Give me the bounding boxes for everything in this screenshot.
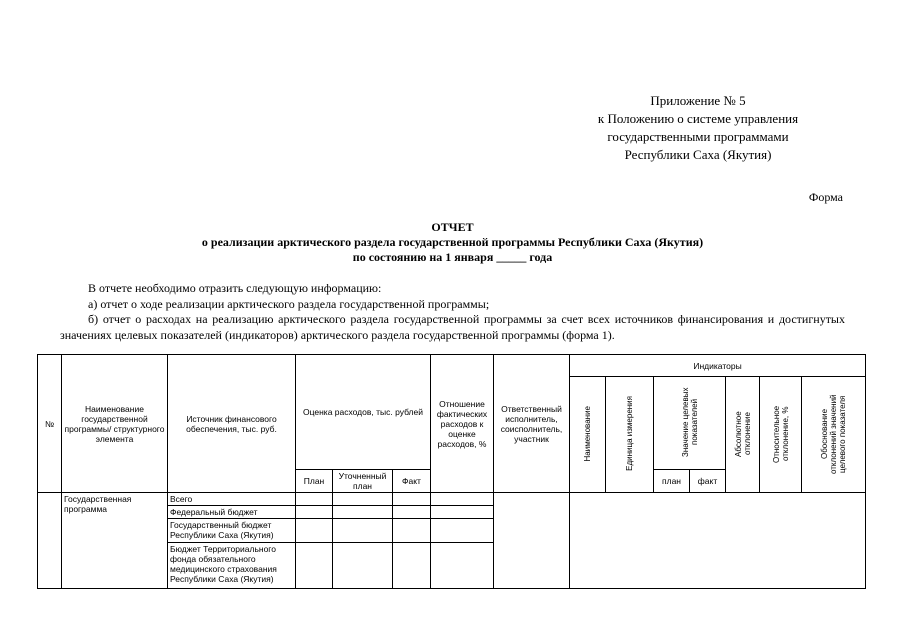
value-cell: [393, 543, 431, 589]
value-cell: [393, 506, 431, 519]
title-line-3: по состоянию на 1 января _____ года: [352, 250, 553, 264]
appendix-line-2: к Положению о системе управления: [597, 111, 799, 126]
value-cell: [431, 506, 494, 519]
value-cell: [333, 493, 393, 506]
col-header-ratio: Отношение фактических расходов к оценке расходов, %: [431, 355, 494, 493]
title-line-1: ОТЧЕТ: [431, 220, 474, 234]
col-header-fact: Факт: [393, 470, 431, 493]
intro-text: [60, 281, 845, 343]
col-header-ind-plan: план: [654, 470, 690, 493]
value-cell: [393, 493, 431, 506]
value-cell: [333, 519, 393, 543]
appendix-header: [560, 92, 836, 164]
value-cell: [333, 506, 393, 519]
col-header-indicators: Индикаторы: [570, 355, 866, 377]
col-header-name: Наименование государственной программы/ структурного элемента: [62, 355, 168, 493]
intro-paragraph-3: б) отчет о расходах на реализацию арктического раздела государственной программы за счет всех источников финансирования и достигнутых значениях целевых показателей (индикаторов) арктического раздела государственной программы (форма 1).: [60, 312, 845, 342]
col-header-ind-abs: [726, 377, 760, 493]
form-label: Форма: [808, 190, 843, 204]
value-cell: [431, 493, 494, 506]
document-title: [60, 220, 845, 265]
report-table: [37, 354, 866, 589]
value-cell: [431, 543, 494, 589]
responsible-cell: [494, 493, 570, 589]
ind-justification-text: Обоснование отклонений значений целевого показателя: [820, 393, 848, 474]
appendix-line-3: государственными программами: [607, 129, 789, 144]
ind-values-text: Значение целевых показателей: [680, 387, 699, 457]
col-header-ind-name: [570, 377, 606, 493]
value-cell: [296, 493, 333, 506]
source-cell: Бюджет Территориального фонда обязательного медицинского страхования Республики Саха (Якутия): [168, 543, 296, 589]
row-number-cell: [38, 493, 62, 589]
appendix-line-4: Республики Саха (Якутия): [624, 147, 772, 162]
col-header-plan: План: [296, 470, 333, 493]
ind-abs-text: Абсолютное отклонение: [733, 410, 752, 457]
col-header-estimate: Оценка расходов, тыс. рублей: [296, 355, 431, 470]
ind-name-text: Наименование: [583, 405, 592, 462]
intro-paragraph-2: а) отчет о ходе реализации арктического раздела государственной программы;: [88, 296, 490, 311]
source-cell: Всего: [168, 493, 296, 506]
value-cell: [393, 519, 431, 543]
value-cell: [296, 519, 333, 543]
value-cell: [431, 519, 494, 543]
col-header-ind-unit: [606, 377, 654, 493]
appendix-line-1: Приложение № 5: [650, 93, 746, 108]
col-header-sources: Источник финансового обеспечения, тыс. руб.: [168, 355, 296, 493]
col-header-number: №: [38, 355, 62, 493]
col-header-ind-fact: факт: [690, 470, 726, 493]
col-header-responsible: Ответственный исполнитель, соисполнитель, участник: [494, 355, 570, 493]
col-header-ind-justification: [802, 377, 866, 493]
source-cell: Государственный бюджет Республики Саха (Якутия): [168, 519, 296, 543]
table-row: [38, 493, 866, 506]
program-name-cell: Государственная программа: [62, 493, 168, 589]
value-cell: [296, 543, 333, 589]
value-cell: [333, 543, 393, 589]
indicators-cell: [570, 493, 866, 589]
ind-rel-text: Относительное отклонение, %: [771, 404, 790, 463]
col-header-ind-values: [654, 377, 726, 470]
col-header-refined-plan: Уточненный план: [333, 470, 393, 493]
col-header-ind-rel: [760, 377, 802, 493]
title-line-2: о реализации арктического раздела государственной программы Республики Саха (Якутия): [201, 235, 704, 249]
source-cell: Федеральный бюджет: [168, 506, 296, 519]
intro-paragraph-1: В отчете необходимо отразить следующую информацию:: [88, 281, 382, 295]
value-cell: [296, 506, 333, 519]
ind-unit-text: Единица измерения: [625, 396, 634, 471]
